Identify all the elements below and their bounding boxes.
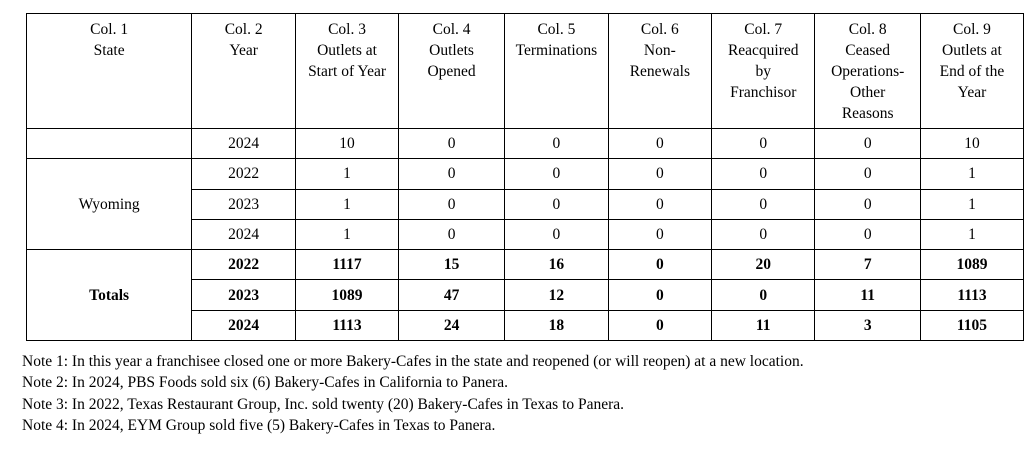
year-cell: 2023 — [192, 189, 296, 219]
table-body — [27, 129, 1024, 341]
year-cell: 2022 — [192, 159, 296, 189]
value-cell: 11 — [815, 280, 920, 310]
value-cell: 47 — [399, 280, 505, 310]
value-cell: 0 — [815, 129, 920, 159]
value-cell: 0 — [815, 159, 920, 189]
column-header-3: Col. 3 Outlets at Start of Year — [296, 14, 399, 129]
value-cell: 0 — [608, 159, 711, 189]
year-cell: 2024 — [192, 310, 296, 340]
value-cell: 1 — [296, 159, 399, 189]
value-cell: 10 — [296, 129, 399, 159]
value-cell: 20 — [712, 250, 815, 280]
state-cell-wyoming: Wyoming — [27, 159, 192, 250]
table-row — [27, 250, 1024, 280]
column-header-4: Col. 4 Outlets Opened — [399, 14, 505, 129]
value-cell: 1 — [296, 189, 399, 219]
value-cell: 0 — [608, 189, 711, 219]
value-cell: 0 — [505, 189, 609, 219]
value-cell: 15 — [399, 250, 505, 280]
value-cell: 7 — [815, 250, 920, 280]
value-cell: 1 — [920, 189, 1023, 219]
year-cell: 2022 — [192, 250, 296, 280]
state-cell — [27, 129, 192, 159]
value-cell: 1089 — [920, 250, 1023, 280]
note-4: Note 4: In 2024, EYM Group sold five (5) Bakery-Cafes in Texas to Panera. — [22, 416, 496, 434]
year-cell: 2024 — [192, 219, 296, 249]
value-cell: 0 — [608, 129, 711, 159]
value-cell: 1117 — [296, 250, 399, 280]
note-1: Note 1: In this year a franchisee closed one or more Bakery-Cafes in the state and reopened (or will reopen) at a new location. — [22, 353, 804, 370]
column-header-8: Col. 8 Ceased Operations- Other Reasons — [815, 14, 920, 129]
value-cell: 0 — [608, 219, 711, 249]
totals-label: Totals — [27, 250, 192, 341]
value-cell: 0 — [399, 219, 505, 249]
value-cell: 24 — [399, 310, 505, 340]
value-cell: 16 — [505, 250, 609, 280]
value-cell: 0 — [712, 159, 815, 189]
value-cell: 0 — [608, 250, 711, 280]
column-header-7: Col. 7 Reacquired by Franchisor — [712, 14, 815, 129]
value-cell: 1105 — [920, 310, 1023, 340]
value-cell: 0 — [399, 129, 505, 159]
value-cell: 11 — [712, 310, 815, 340]
value-cell: 0 — [505, 219, 609, 249]
column-header-6: Col. 6 Non- Renewals — [608, 14, 711, 129]
value-cell: 1089 — [296, 280, 399, 310]
value-cell: 1113 — [296, 310, 399, 340]
value-cell: 0 — [399, 159, 505, 189]
value-cell: 0 — [505, 129, 609, 159]
header-row — [27, 14, 1024, 129]
column-header-1: Col. 1 State — [27, 14, 192, 129]
note-2: Note 2: In 2024, PBS Foods sold six (6) Bakery-Cafes in California to Panera. — [22, 374, 509, 392]
value-cell: 0 — [399, 189, 505, 219]
value-cell: 18 — [505, 310, 609, 340]
value-cell: 0 — [712, 280, 815, 310]
value-cell: 0 — [815, 189, 920, 219]
value-cell: 12 — [505, 280, 609, 310]
table-row — [27, 129, 1024, 159]
column-header-9: Col. 9 Outlets at End of the Year — [920, 14, 1023, 129]
value-cell: 0 — [815, 219, 920, 249]
year-cell: 2024 — [192, 129, 296, 159]
outlet-transfer-table — [26, 13, 1024, 341]
value-cell: 0 — [608, 310, 711, 340]
value-cell: 0 — [712, 129, 815, 159]
table-row — [27, 159, 1024, 189]
value-cell: 1 — [296, 219, 399, 249]
value-cell: 0 — [505, 159, 609, 189]
notes — [22, 351, 804, 436]
year-cell: 2023 — [192, 280, 296, 310]
value-cell: 10 — [920, 129, 1023, 159]
column-header-5: Col. 5 Terminations — [505, 14, 609, 129]
value-cell: 0 — [608, 280, 711, 310]
value-cell: 3 — [815, 310, 920, 340]
column-header-2: Col. 2 Year — [192, 14, 296, 129]
note-3: Note 3: In 2022, Texas Restaurant Group, Inc. sold twenty (20) Bakery-Cafes in Texas to Panera. — [22, 395, 625, 413]
value-cell: 0 — [712, 189, 815, 219]
value-cell: 1 — [920, 219, 1023, 249]
value-cell: 1 — [920, 159, 1023, 189]
value-cell: 1113 — [920, 280, 1023, 310]
value-cell: 0 — [712, 219, 815, 249]
